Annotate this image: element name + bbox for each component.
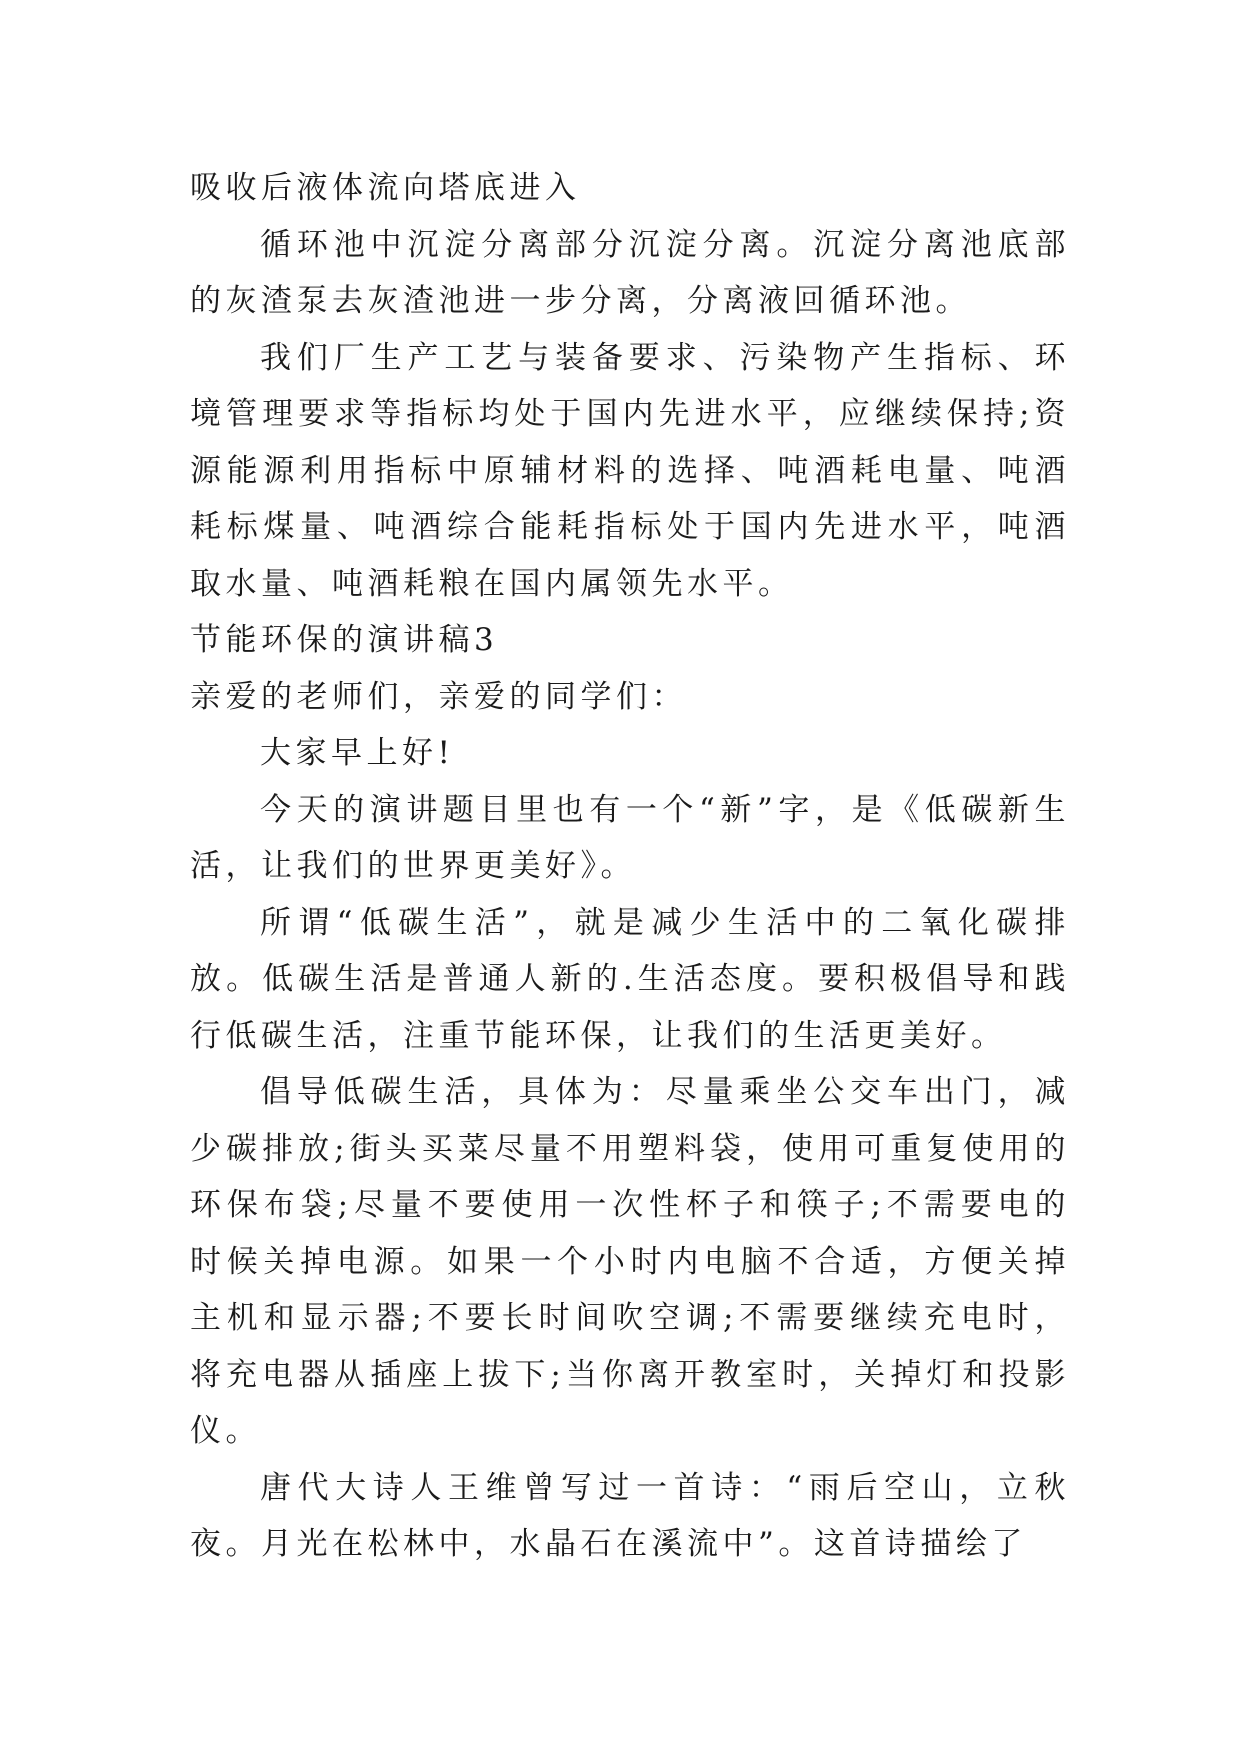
paragraph-1: 吸收后液体流向塔底进入 <box>190 170 581 206</box>
paragraph-2: 循环池中沉淀分离部分沉淀分离。沉淀分离池底部的灰渣泵去灰渣池进一步分离，分离液回循环池。 <box>190 226 1070 319</box>
section-heading: 节能环保的演讲稿3 <box>190 622 499 658</box>
paragraph-advocacy: 倡导低碳生活，具体为：尽量乘坐公交车出门，减少碳排放;街头买菜尽量不用塑料袋，使用可重复使用的环保布袋;尽量不要使用一次性杯子和筷子;不需要电的时候关掉电源。如果一个小时内电脑不合适，方便关掉主机和显示器;不要长时间吹空调;不需要继续充电时，将充电器从插座上拔下;当你离开教室时，关掉灯和投影仪。 <box>190 1074 1070 1449</box>
document-body <box>190 160 1070 1573</box>
paragraph-poem: 唐代大诗人王维曾写过一首诗：“雨后空山，立秋夜。月光在松林中，水晶石在溪流中”。这首诗描绘了 <box>190 1469 1070 1562</box>
paragraph-3: 我们厂生产工艺与装备要求、污染物产生指标、环境管理要求等指标均处于国内先进水平，应继续保持;资源能源利用指标中原辅材料的选择、吨酒耗电量、吨酒耗标煤量、吨酒综合能耗指标处于国内先进水平，吨酒取水量、吨酒耗粮在国内属领先水平。 <box>190 339 1070 602</box>
paragraph-definition: 所谓“低碳生活”，就是减少生活中的二氧化碳排放。低碳生活是普通人新的.生活态度。要积极倡导和践行低碳生活，注重节能环保，让我们的生活更美好。 <box>190 904 1070 1054</box>
salutation: 亲爱的老师们，亲爱的同学们： <box>190 678 687 715</box>
greeting: 大家早上好! <box>260 735 455 771</box>
paragraph-topic: 今天的演讲题目里也有一个“新”字，是《低碳新生活，让我们的世界更美好》。 <box>190 791 1070 884</box>
